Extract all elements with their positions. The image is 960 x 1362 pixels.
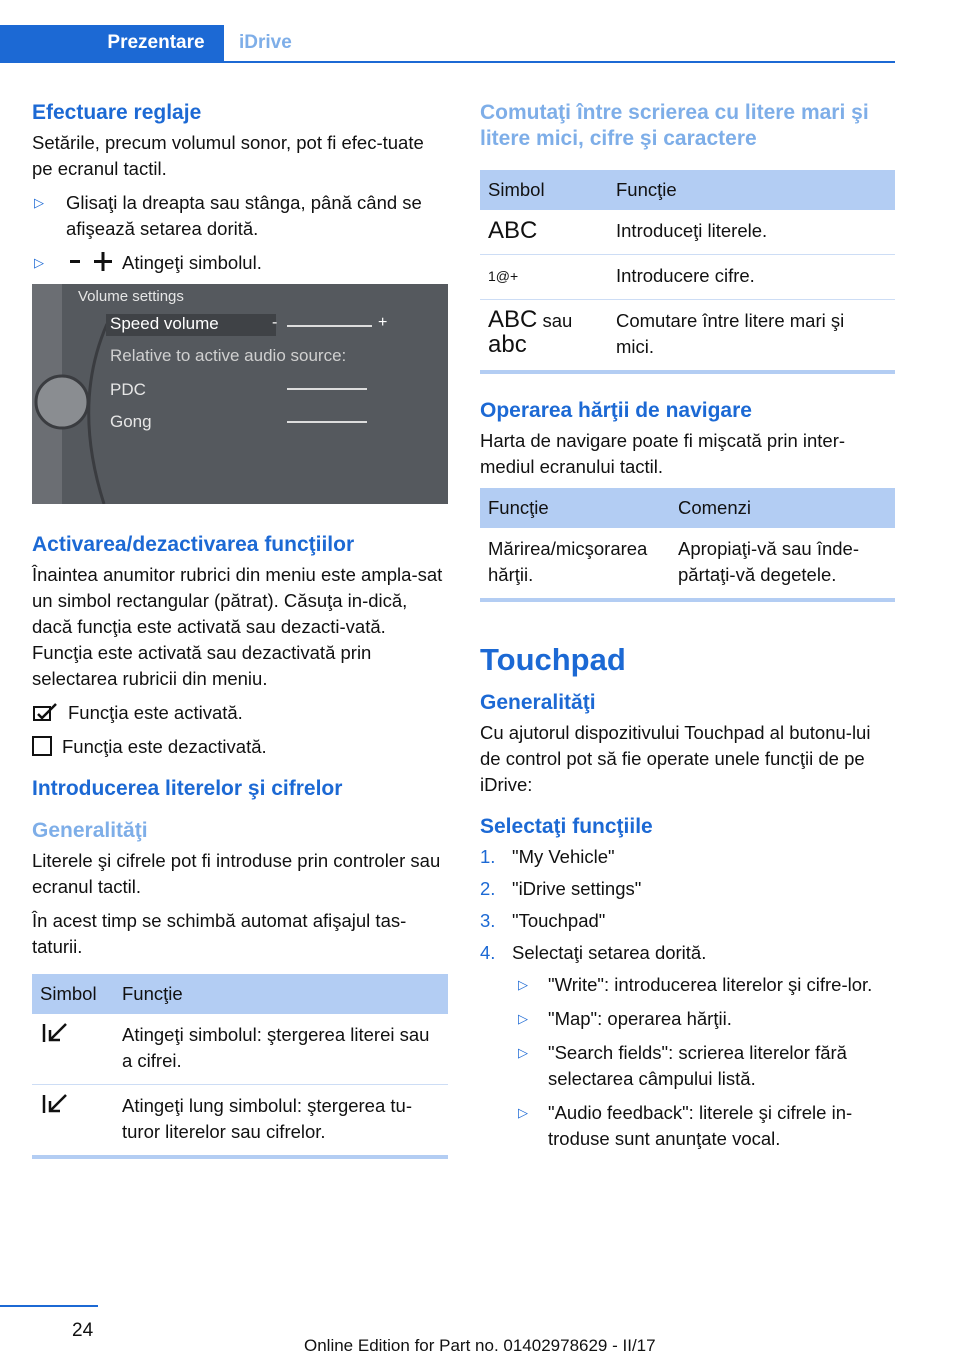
- heading-efectuare-reglaje: Efectuare reglaje: [32, 101, 202, 124]
- sub-item: ▷ "Map": operarea hărţii.: [480, 1006, 895, 1032]
- right-column: [480, 100, 895, 1160]
- case-table: [480, 170, 895, 374]
- bullet-item: [32, 250, 448, 276]
- paragraph: Literele şi cifrele pot fi introduse prin controler sau ecranul tactil.: [32, 850, 441, 897]
- paragraph: Setările, precum volumul sonor, pot fi efec-tuate pe ecranul tactil.: [32, 132, 424, 179]
- list-item: 4. Selectaţi setarea dorită.: [480, 942, 707, 963]
- footer-rule: [0, 1305, 98, 1307]
- triangle-icon: ▷: [518, 1105, 528, 1120]
- col-functie: Funcţie: [480, 488, 670, 528]
- minus-plus-icon: [66, 252, 116, 272]
- checkbox-checked-icon: [32, 702, 60, 722]
- screen-plus: +: [378, 314, 388, 331]
- sub-item: ▷ "Write": introducerea literelor şi cifre-lor.: [480, 972, 895, 998]
- left-column: [32, 100, 448, 1163]
- page-number: 24: [72, 1320, 94, 1341]
- table-cell: Introduceţi literele.: [608, 210, 895, 255]
- screen-row-speed-volume: Speed volume: [110, 314, 219, 333]
- table-cell: Apropiaţi-vă sau înde-părtaţi-vă degetele.: [670, 528, 895, 600]
- tab-prezentare[interactable]: Prezentare: [88, 25, 224, 61]
- col-functie: Funcţie: [114, 974, 448, 1014]
- header-tabs: [0, 25, 895, 63]
- col-simbol: Simbol: [480, 170, 608, 210]
- check-on-line: Funcţia este activată.: [32, 700, 448, 726]
- heading-generalitati: Generalităţi: [32, 819, 148, 842]
- sub-item: ▷ "Audio feedback": literele şi cifrele in-troduse sunt anunţate vocal.: [518, 1102, 853, 1149]
- bullet-item: [32, 190, 448, 242]
- triangle-icon: ▷: [34, 195, 44, 210]
- bullet-text: Glisaţi la dreapta sau stânga, până când se afişează setarea dorită.: [66, 192, 422, 239]
- backspace-icon: [32, 1014, 114, 1085]
- triangle-icon: ▷: [518, 977, 528, 992]
- screen-row-gong: Gong: [110, 412, 152, 431]
- screen-row-relative: Relative to active audio source:: [110, 346, 347, 365]
- volume-settings-screenshot: [32, 284, 448, 504]
- triangle-icon: ▷: [518, 1011, 528, 1026]
- heading-comutati: Comutaţi între scrierea cu litere mari şi litere mici, cifre şi caractere: [480, 101, 869, 150]
- edition-text: Online Edition for Part no. 01402978629 - II/17: [304, 1336, 656, 1355]
- tab-spacer: [0, 25, 88, 61]
- col-simbol: Simbol: [32, 974, 114, 1014]
- screen-row-pdc: PDC: [110, 380, 146, 399]
- heading-operarea: Operarea hărţii de navigare: [480, 399, 752, 422]
- table-cell: Comutare între litere mari şi mici.: [608, 300, 895, 373]
- symbol-table: [32, 974, 448, 1159]
- paragraph: În acest timp se schimbă automat afişajul tas-taturii.: [32, 910, 407, 957]
- triangle-icon: ▷: [518, 1045, 528, 1060]
- table-cell: Introducere cifre.: [608, 255, 895, 300]
- table-cell: Atingeţi simbolul: ştergerea literei sau a cifrei.: [114, 1014, 448, 1085]
- paragraph: Harta de navigare poate fi mişcată prin inter-mediul ecranului tactil.: [480, 430, 846, 477]
- map-table: [480, 488, 895, 602]
- table-cell: Atingeţi lung simbolul: ştergerea tu-turor literelor sau cifrelor.: [114, 1085, 448, 1158]
- screen-minus: -: [272, 314, 278, 331]
- bullet-text: Atingeţi simbolul.: [122, 252, 262, 273]
- heading-introducere: Introducerea literelor şi cifrelor: [32, 777, 343, 800]
- list-item: 1. "My Vehicle": [480, 846, 615, 867]
- col-functie: Funcţie: [608, 170, 895, 210]
- heading-generalitati-touchpad: Generalităţi: [480, 691, 596, 714]
- heading-touchpad: Touchpad: [480, 642, 626, 677]
- numbers-symbol: 1@+: [480, 255, 608, 300]
- screen-title: Volume settings: [78, 288, 184, 305]
- check-off-line: Funcţia este dezactivată.: [32, 734, 448, 760]
- tab-idrive[interactable]: iDrive: [239, 32, 292, 53]
- paragraph: Cu ajutorul dispozitivului Touchpad al butonu-lui de control pot să fie operate unele funcţii de pe iDrive:: [480, 722, 871, 795]
- list-item: 2. "iDrive settings": [480, 878, 642, 899]
- table-cell: Mărirea/micşorarea hărţii.: [480, 528, 670, 600]
- heading-activare: Activarea/dezactivarea funcţiilor: [32, 533, 355, 556]
- abc-symbol: ABC: [480, 210, 608, 255]
- case-symbol: ABC sau abc: [480, 300, 608, 373]
- heading-selectati: Selectaţi funcţiile: [480, 815, 653, 838]
- list-item: 3. "Touchpad": [480, 910, 606, 931]
- paragraph: Înaintea anumitor rubrici din meniu este ampla-sat un simbol rectangular (pătrat). Căsuţa in-dică, dacă funcţia este activată sau dezacti-vată. Funcţia este activată sau dezactivată prin selectarea rubricii din meniu.: [32, 564, 443, 689]
- backspace-icon: [32, 1085, 114, 1158]
- checkbox-empty-icon: [32, 736, 52, 756]
- sub-item: ▷ "Search fields": scrierea literelor fără selectarea câmpului listă.: [518, 1042, 847, 1089]
- col-comenzi: Comenzi: [670, 488, 895, 528]
- triangle-icon: ▷: [34, 255, 44, 270]
